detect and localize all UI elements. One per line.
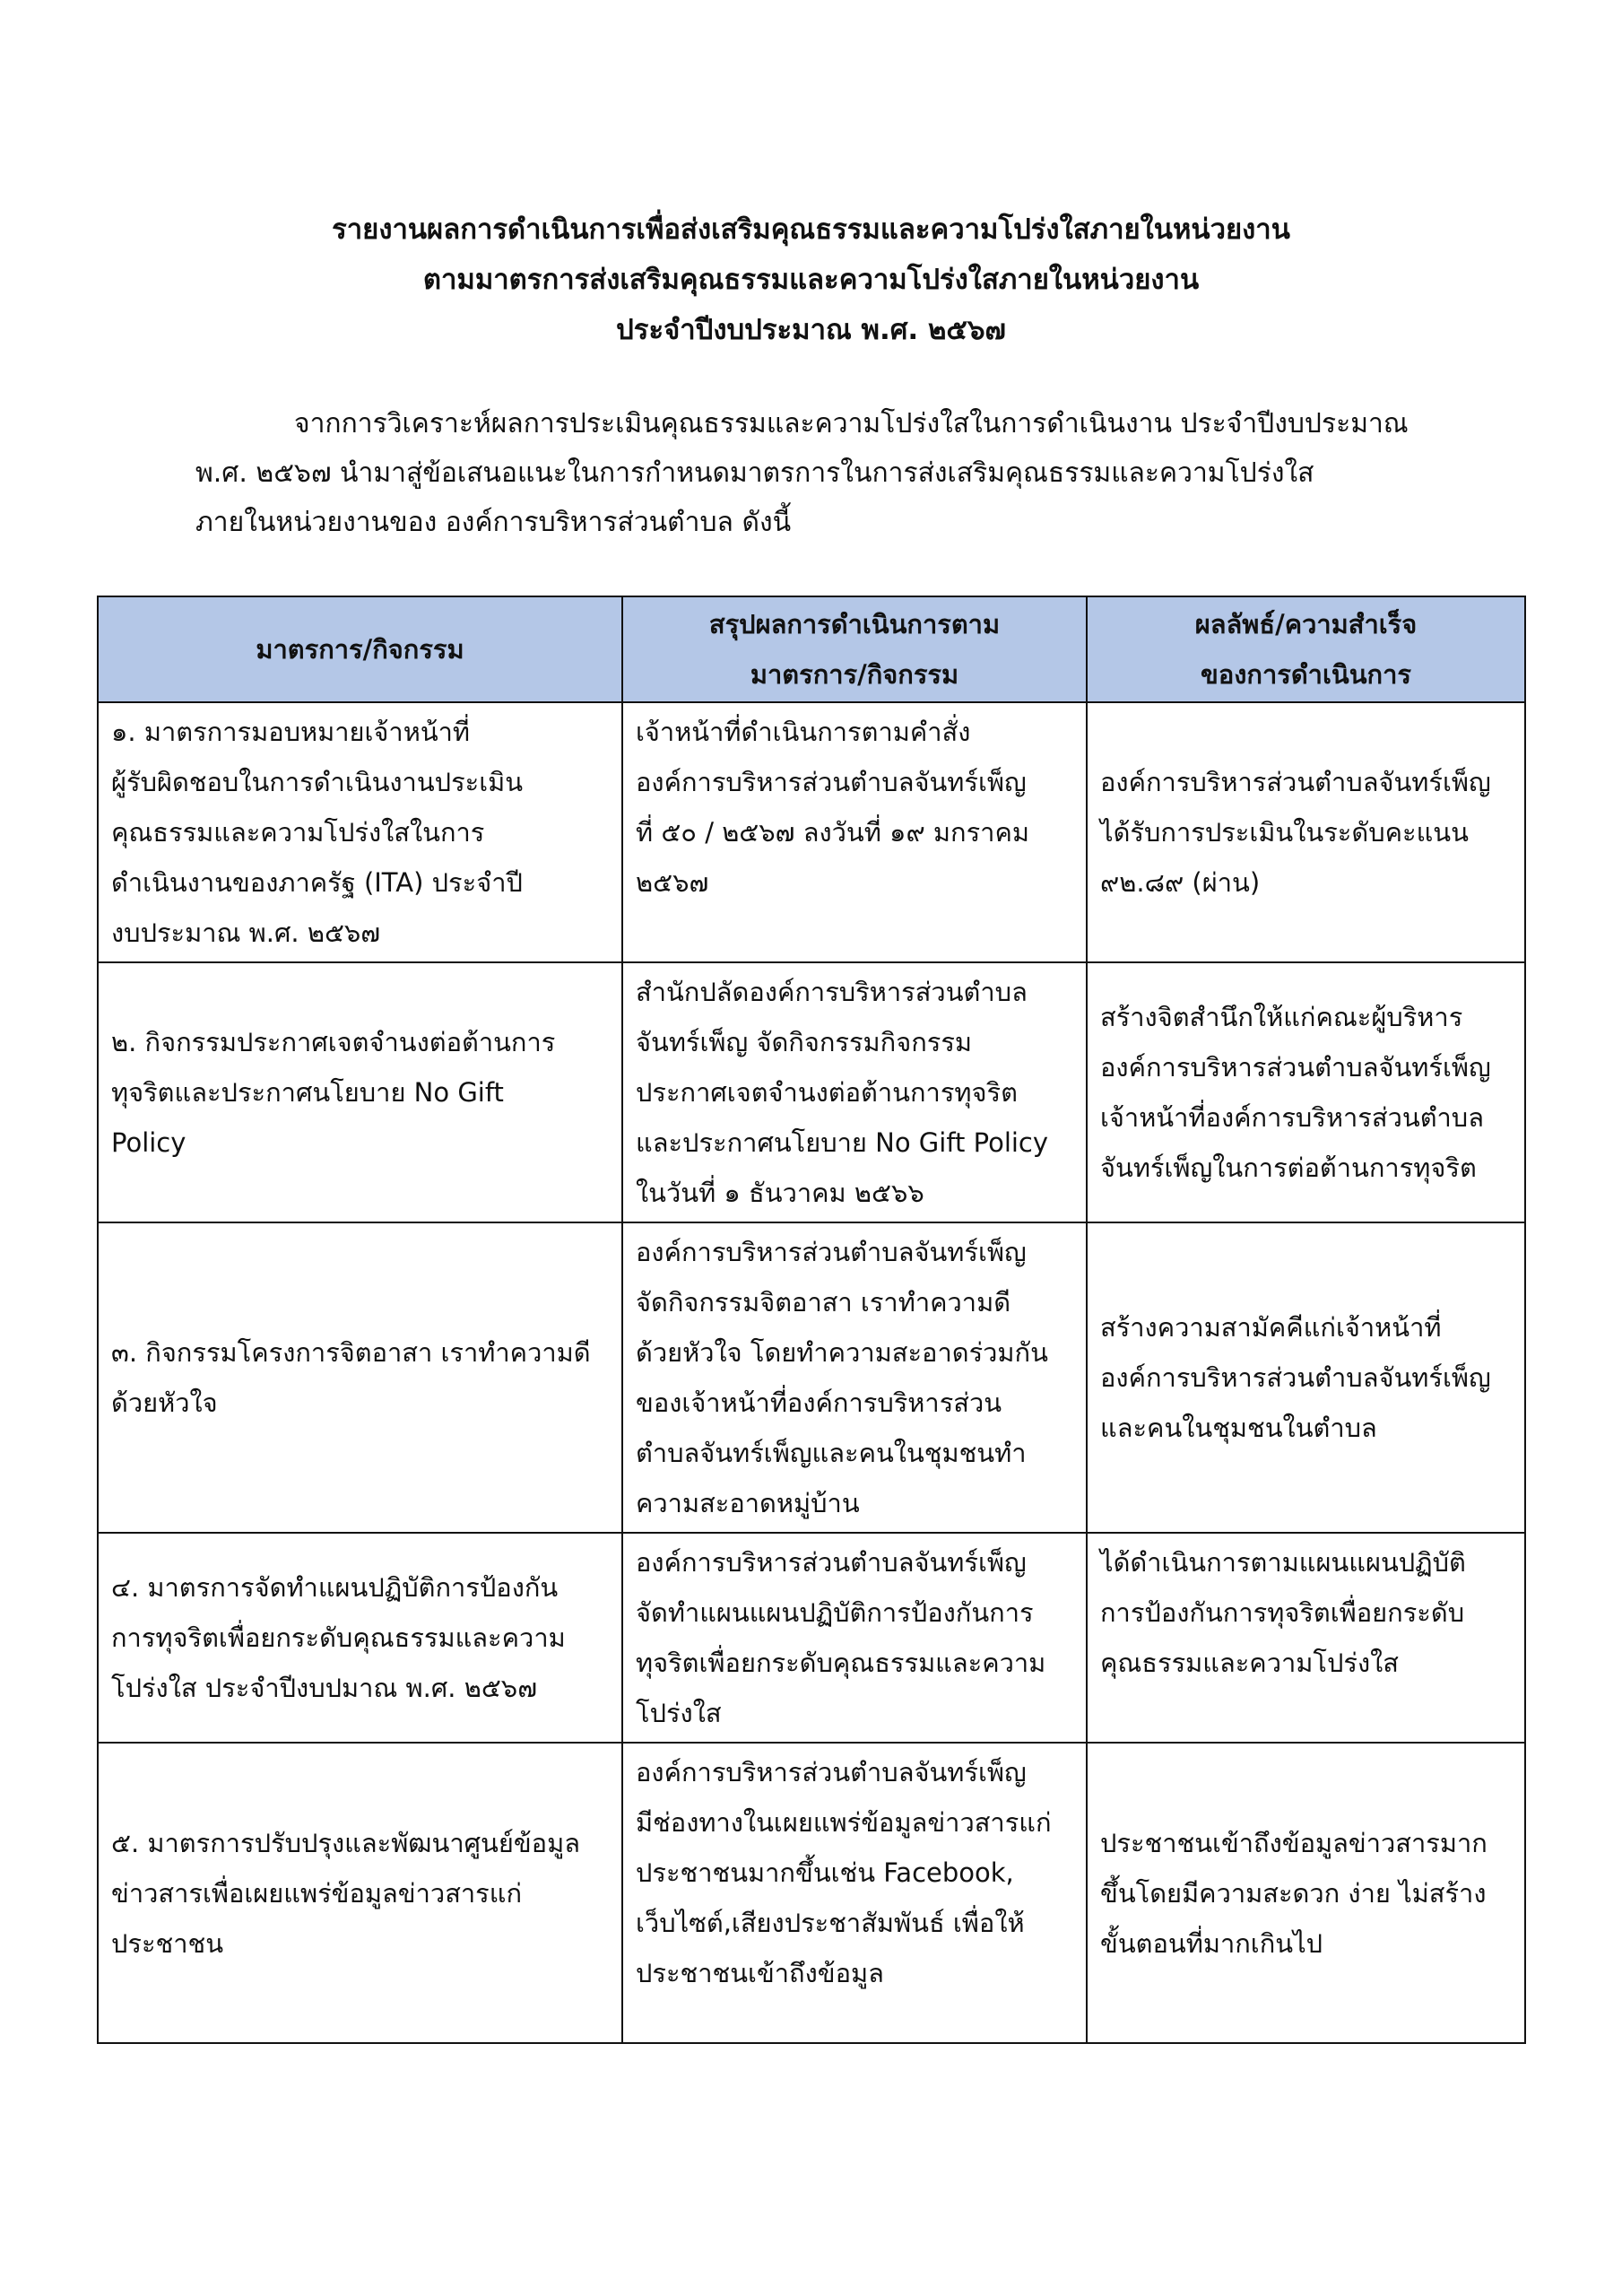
measure-cell xyxy=(98,1743,622,2043)
cell-line: ประชาชนเข้าถึงข้อมูล xyxy=(636,1958,884,1988)
measure-cell xyxy=(98,962,622,1222)
cell-line: ประชาชน xyxy=(111,1927,224,1959)
intro-line: ภายในหน่วยงานของ องค์การบริหารส่วนตำบล ดังนี้ xyxy=(195,507,792,538)
cell-line: ๕. มาตรการปรับปรุงและพัฒนาศูนย์ข้อมูล xyxy=(111,1827,580,1858)
cell-line: เว็บไซต์,เสียงประชาสัมพันธ์ เพื่อให้ xyxy=(636,1908,1025,1938)
cell-line: เจ้าหน้าที่องค์การบริหารส่วนตำบล xyxy=(1100,1102,1484,1133)
cell-line: คุณธรรมและความโปร่งใส xyxy=(1100,1648,1399,1678)
cell-line: ผู้รับผิดชอบในการดำเนินงานประเมิน xyxy=(111,767,524,797)
cell-line: องค์การบริหารส่วนตำบลจันทร์เพ็ญ xyxy=(1100,1362,1491,1393)
cell-line: สร้างจิตสำนึกให้แก่คณะผู้บริหาร xyxy=(1100,1002,1463,1032)
summary-cell xyxy=(622,1533,1087,1743)
header-line: ผลลัพธ์/ความสำเร็จ xyxy=(1194,609,1418,639)
cell-line: มีช่องทางในเผยแพร่ข้อมูลข่าวสารแก่ xyxy=(636,1807,1052,1838)
result-cell xyxy=(1087,962,1525,1222)
header-summary xyxy=(622,596,1087,702)
table-row xyxy=(98,1222,1525,1533)
cell-line: จัดกิจกรรมจิตอาสา เราทำความดี xyxy=(636,1287,1011,1318)
cell-line: สร้างความสามัคคีแก่เจ้าหน้าที่ xyxy=(1100,1312,1442,1343)
cell-line: เจ้าหน้าที่ดำเนินการตามคำสั่ง xyxy=(636,717,971,747)
title-line: รายงานผลการดำเนินการเพื่อส่งเสริมคุณธรรมและความโปร่งใสภายในหน่วยงาน xyxy=(332,213,1290,246)
cell-line: ๓. กิจกรรมโครงการจิตอาสา เราทำความดี xyxy=(111,1337,591,1368)
cell-line: ในวันที่ ๑ ธันวาคม ๒๕๖๖ xyxy=(636,1178,924,1208)
header-result xyxy=(1087,596,1525,702)
cell-line: ของเจ้าหน้าที่องค์การบริหารส่วน xyxy=(636,1387,1002,1418)
cell-line: สำนักปลัดองค์การบริหารส่วนตำบล xyxy=(636,977,1028,1007)
cell-line: ตำบลจันทร์เพ็ญและคนในชุมชนทำ xyxy=(636,1438,1027,1468)
cell-line: ด้วยหัวใจ xyxy=(111,1387,218,1418)
header-measure xyxy=(98,596,622,702)
cell-line: และประกาศนโยบาย No Gift Policy xyxy=(636,1127,1049,1158)
header-line: มาตรการ/กิจกรรม xyxy=(750,659,959,690)
cell-line: ประชาชนมากขึ้นเช่น Facebook, xyxy=(636,1857,1014,1888)
cell-line: ด้วยหัวใจ โดยทำความสะอาดร่วมกัน xyxy=(636,1337,1048,1368)
cell-line: ๑. มาตรการมอบหมายเจ้าหน้าที่ xyxy=(111,717,471,747)
cell-line: ประกาศเจตจำนงต่อต้านการทุจริต xyxy=(636,1077,1018,1108)
cell-line: โปร่งใส xyxy=(636,1698,722,1728)
cell-line: องค์การบริหารส่วนตำบลจันทร์เพ็ญ xyxy=(636,1757,1027,1787)
cell-line: ๔. มาตรการจัดทำแผนปฏิบัติการป้องกัน xyxy=(111,1572,559,1603)
title-line: ตามมาตรการส่งเสริมคุณธรรมและความโปร่งใสภายในหน่วยงาน xyxy=(422,264,1200,296)
summary-cell xyxy=(622,962,1087,1222)
table-header-row xyxy=(98,596,1525,702)
cell-line: ขั้นตอนที่มากเกินไป xyxy=(1100,1927,1323,1959)
cell-line: ข่าวสารเพื่อเผยแพร่ข้อมูลข่าวสารแก่ xyxy=(111,1877,523,1909)
cell-line: ได้ดำเนินการตามแผนแผนปฏิบัติ xyxy=(1100,1547,1466,1578)
header-line: มาตรการ/กิจกรรม xyxy=(256,634,464,665)
intro-paragraph xyxy=(195,399,1487,547)
summary-cell xyxy=(622,702,1087,962)
cell-line: องค์การบริหารส่วนตำบลจันทร์เพ็ญ xyxy=(636,1237,1027,1267)
table-row xyxy=(98,702,1525,962)
cell-line: งบประมาณ พ.ศ. ๒๕๖๗ xyxy=(111,918,381,948)
table-row xyxy=(98,1533,1525,1743)
result-cell xyxy=(1087,1533,1525,1743)
cell-line: ที่ ๕๐ / ๒๕๖๗ ลงวันที่ ๑๙ มกราคม xyxy=(636,817,1029,848)
cell-line: Policy xyxy=(111,1127,186,1158)
cell-line: ๙๒.๘๙ (ผ่าน) xyxy=(1100,867,1261,898)
title-line: ประจำปีงบประมาณ พ.ศ. ๒๕๖๗ xyxy=(616,314,1006,346)
summary-cell xyxy=(622,1743,1087,2043)
cell-line: องค์การบริหารส่วนตำบลจันทร์เพ็ญ xyxy=(636,1547,1027,1578)
cell-line: ๒. กิจกรรมประกาศเจตจำนงต่อต้านการ xyxy=(111,1027,556,1057)
cell-line: ดำเนินงานของภาครัฐ (ITA) ประจำปี xyxy=(111,867,523,898)
cell-line: ขึ้นโดยมีความสะดวก ง่าย ไม่สร้าง xyxy=(1100,1877,1487,1909)
header-line: สรุปผลการดำเนินการตาม xyxy=(708,609,1001,639)
cell-line: คุณธรรมและความโปร่งใสในการ xyxy=(111,817,485,848)
result-cell xyxy=(1087,1743,1525,2043)
cell-line: ได้รับการประเมินในระดับคะแนน xyxy=(1100,817,1469,848)
cell-line: จัดทำแผนแผนปฏิบัติการป้องกันการ xyxy=(636,1597,1034,1628)
intro-line: พ.ศ. ๒๕๖๗ นำมาสู่ข้อเสนอแนะในการกำหนดมาตรการในการส่งเสริมคุณธรรมและความโปร่งใส xyxy=(195,457,1314,489)
cell-line: องค์การบริหารส่วนตำบลจันทร์เพ็ญ xyxy=(1100,1052,1491,1083)
cell-line: ทุจริตเพื่อยกระดับคุณธรรมและความ xyxy=(636,1648,1046,1678)
cell-line: ๒๕๖๗ xyxy=(636,867,709,898)
cell-line: ทุจริตและประกาศนโยบาย No Gift xyxy=(111,1077,504,1108)
result-cell xyxy=(1087,702,1525,962)
cell-line: ความสะอาดหมู่บ้าน xyxy=(636,1488,860,1518)
cell-line: ประชาชนเข้าถึงข้อมูลข่าวสารมาก xyxy=(1100,1827,1488,1858)
intro-line: จากการวิเคราะห์ผลการประเมินคุณธรรมและความโปร่งใสในการดำเนินงาน ประจำปีงบประมาณ xyxy=(294,408,1409,439)
summary-cell xyxy=(622,1222,1087,1533)
measure-cell xyxy=(98,702,622,962)
cell-line: จันทร์เพ็ญในการต่อต้านการทุจริต xyxy=(1100,1152,1477,1183)
header-line: ของการดำเนินการ xyxy=(1201,659,1411,690)
result-cell xyxy=(1087,1222,1525,1533)
table-row xyxy=(98,962,1525,1222)
cell-line: การทุจริตเพื่อยกระดับคุณธรรมและความ xyxy=(111,1622,566,1653)
page-title xyxy=(0,204,1622,355)
cell-line: และคนในชุมชนในตำบล xyxy=(1100,1413,1377,1443)
table-row xyxy=(98,1743,1525,2043)
measure-cell xyxy=(98,1222,622,1533)
cell-line: จันทร์เพ็ญ จัดกิจกรรมกิจกรรม xyxy=(636,1027,973,1057)
cell-line: โปร่งใส ประจำปีงบปมาณ พ.ศ. ๒๕๖๗ xyxy=(111,1673,538,1703)
measure-cell xyxy=(98,1533,622,1743)
cell-line: การป้องกันการทุจริตเพื่อยกระดับ xyxy=(1100,1597,1465,1628)
cell-line: องค์การบริหารส่วนตำบลจันทร์เพ็ญ xyxy=(636,767,1027,797)
measures-table xyxy=(97,596,1526,2044)
cell-line: องค์การบริหารส่วนตำบลจันทร์เพ็ญ xyxy=(1100,767,1491,797)
